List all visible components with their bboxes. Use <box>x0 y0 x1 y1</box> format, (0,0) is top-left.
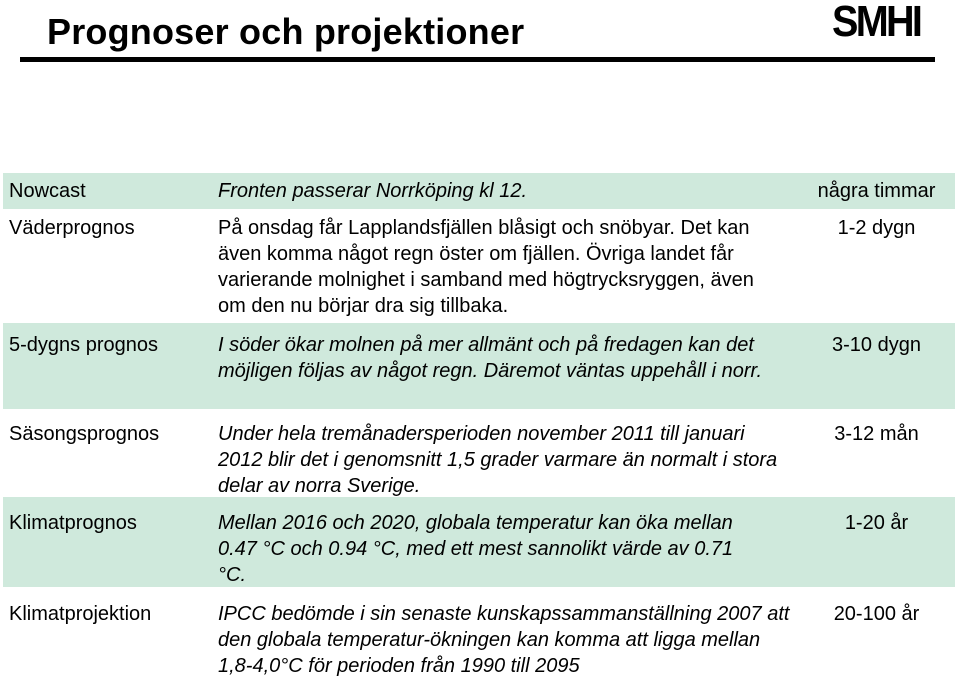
row-range: 20-100 år <box>833 603 920 625</box>
row-range: 1-20 år <box>844 512 909 534</box>
row-example: I söder ökar molnen på mer allmänt och på fredagen kan det möjligen följas av något regn. Däremot väntas uppehåll i norr. <box>218 334 763 382</box>
row-name: Väderprognos <box>9 217 135 239</box>
forecast-table <box>3 173 955 679</box>
row-name: Säsongsprognos <box>9 423 160 445</box>
row-name: 5-dygns prognos <box>9 334 158 356</box>
row-name: Klimatprojektion <box>9 603 152 625</box>
row-name: Klimatprognos <box>9 512 137 534</box>
row-example: Under hela tremånadersperioden november 2011 till januari 2012 blir det i genomsnitt 1,5 grader varmare än normalt i stora delar av norra Sverige. <box>218 423 778 497</box>
row-range: 1-2 dygn <box>837 217 916 239</box>
row-example: Fronten passerar Norrköping kl 12. <box>218 180 528 202</box>
row-name: Nowcast <box>9 180 86 202</box>
row-example: På onsdag får Lapplandsfjällen blåsigt och snöbyar. Det kan även komma något regn öster om fjällen. Övriga landet får varierande molnighet i samband med högtrycksryggen, även om den nu börjar dra sig tillbaka. <box>218 217 754 317</box>
table-row-klimatprognos <box>3 497 955 587</box>
row-range: 3-10 dygn <box>832 334 921 356</box>
table-row-nowcast <box>3 173 955 209</box>
row-range: några timmar <box>817 180 936 202</box>
row-example: IPCC bedömde i sin senaste kunskapssammanställning 2007 att den globala temperatur-ökningen kan komma att ligga mellan 1,8-4,0°C för perioden från 1990 till 2095 <box>218 603 790 677</box>
row-range: 3-12 mån <box>834 423 919 445</box>
table-row-sasongsprognos <box>3 409 955 497</box>
table-row-5-dygns-prognos <box>3 323 955 409</box>
smhi-logo: SMHI <box>832 0 921 46</box>
page-title: Prognoser och projektioner <box>47 11 525 52</box>
table-row-klimatprojektion <box>3 587 955 679</box>
table-row-vaderprognos <box>3 209 955 323</box>
row-example: Mellan 2016 och 2020, globala temperatur kan öka mellan 0.47 °C och 0.94 °C, med ett mest sannolikt värde av 0.71 °C. <box>218 512 734 586</box>
title-divider <box>20 57 935 62</box>
